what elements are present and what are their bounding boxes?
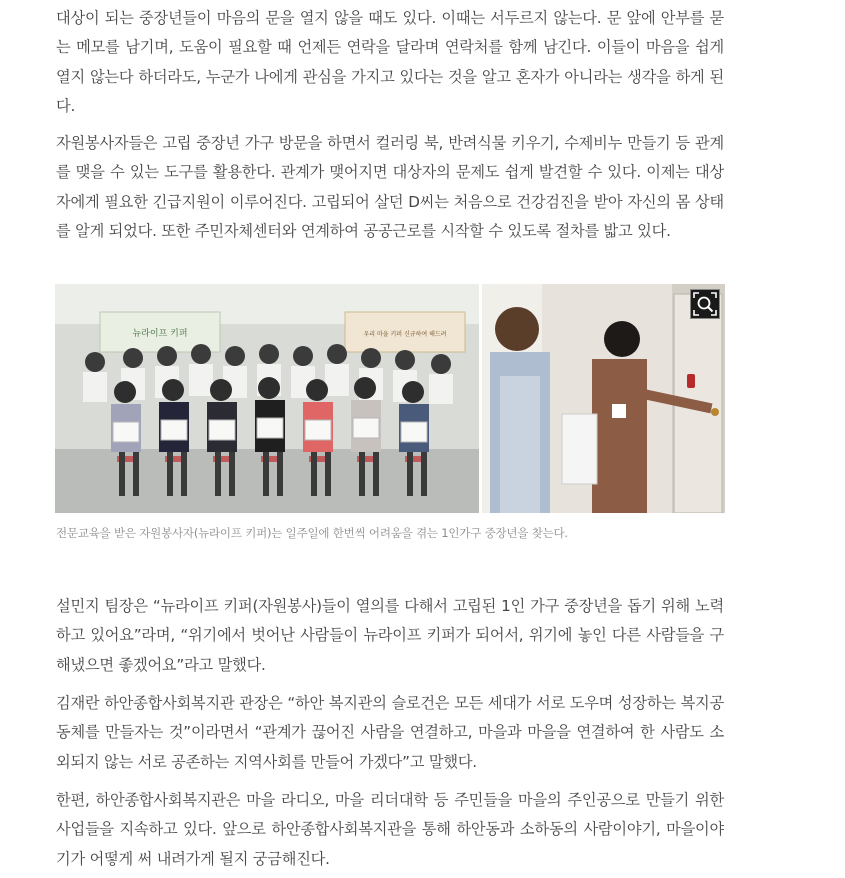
group-photo (55, 284, 479, 513)
photo-caption: 전문교육을 받은 자원봉사자(뉴라이프 키퍼)는 일주일에 한번씩 어려움을 겪는 1인가구 중장년을 찾는다. (56, 526, 568, 540)
banner-text: 뉴라이프 키퍼 (132, 329, 188, 339)
paragraph-4: 김재란 하안종합사회복지관 관장은 “하안 복지관의 슬로건은 모든 세대가 서로 도우며 성장하는 복지공동체를 만들자는 것”이라면서 “관계가 끊어진 사람을 연결하고, 마을과 마을을 연결하여 한 사람도 소외되지 않는 서로 공존하는 지역사회를 만들어 가겠다”고 말했다. (56, 694, 724, 771)
paragraph-5: 한편, 하안종합사회복지관은 마을 라디오, 마을 리더대학 등 주민들을 마을의 주인공으로 만들기 위한 사업들을 지속하고 있다. 앞으로 하안종합사회복지관을 통해 하안동과 소하동의 사람이야기, 마을이야기가 어떻게 써 내려가게 될지 궁금해진다. (56, 791, 724, 868)
magnifier-zoom-icon (691, 290, 719, 318)
paragraph-3: 설민지 팀장은 “뉴라이프 키퍼(자원봉사)들이 열의를 다해서 고립된 1인 가구 중장년을 돕기 위해 노력하고 있어요”라며, “위기에서 벗어난 사람들이 뉴라이프 키퍼가 되어서, 위기에 놓인 다른 사람들을 구해냈으면 좋겠어요”라고 말했다. (56, 597, 724, 674)
board-text: 우리 마을 키퍼 신규하여 해드려 (363, 331, 447, 338)
paragraph-2: 자원봉사자들은 고립 중장년 가구 방문을 하면서 컬러링 북, 반려식물 키우기, 수제비누 만들기 등 관계를 맺을 수 있는 도구를 활용한다. 관계가 맺어지면 대상자의 문제도 쉽게 발견할 수 있다. 이제는 대상자에게 필요한 긴급지원이 이루어진다. 고립되어 살던 D씨는 처음으로 건강검진을 받아 자신의 몸 상태를 알게 되었다. 또한 주민자체센터와 연계하여 공공근로를 시작할 수 있도록 절차를 밟고 있다. (56, 134, 724, 240)
door-visit-photo (482, 284, 725, 513)
zoom-button[interactable] (690, 289, 720, 319)
paragraph-1: 대상이 되는 중장년들이 마음의 문을 열지 않을 때도 있다. 이때는 서두르지 않는다. 문 앞에 안부를 묻는 메모를 남기며, 도움이 필요할 때 언제든 연락을 달라며 연락처를 함께 남긴다. 이들이 마음을 쉽게 열지 않는다 하더라도, 누군가 나에게 관심을 가지고 있다는 것을 알고 혼자가 아니라는 생각을 하게 된다. (56, 9, 724, 115)
